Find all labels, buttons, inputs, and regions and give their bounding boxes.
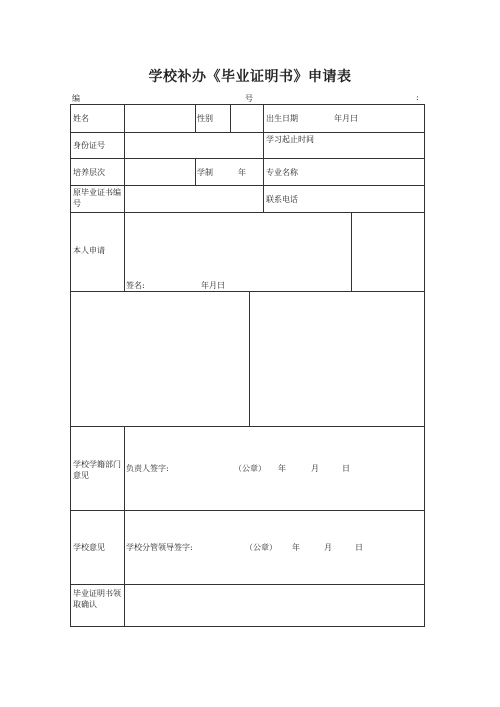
column-divider bbox=[124, 426, 125, 626]
receipt-confirmation-label: 毕业证明书领取确认 bbox=[73, 589, 121, 609]
column-divider bbox=[263, 105, 264, 212]
phone-label: 联系电话 bbox=[266, 195, 298, 204]
name-label: 姓名 bbox=[73, 114, 89, 123]
original-cert-no-label: 原毕业证书编号 bbox=[73, 188, 121, 208]
applicant-label: 本人申请 bbox=[73, 246, 105, 255]
school-system-unit: 年 bbox=[238, 168, 246, 177]
column-divider bbox=[124, 105, 125, 212]
training-level-label: 培养层次 bbox=[73, 168, 105, 177]
school-day: 日 bbox=[355, 543, 363, 552]
form-title: 学校补办《毕业证明书》申请表 bbox=[148, 69, 352, 85]
number-label-right: 号 bbox=[245, 94, 253, 103]
study-period-label: 学习起止时间 bbox=[266, 135, 314, 144]
column-divider bbox=[351, 212, 352, 291]
school-seal: （公章） bbox=[245, 543, 277, 552]
registry-office-label: 学校学籍部门意见 bbox=[73, 460, 121, 480]
school-system-label: 学制 bbox=[197, 168, 213, 177]
school-year: 年 bbox=[292, 543, 300, 552]
signature-date: 年月曰 bbox=[201, 281, 225, 290]
registry-signer-label: 负责人签字: bbox=[126, 464, 169, 473]
school-signer-label: 学校分管领导签字: bbox=[126, 543, 193, 552]
application-form-table bbox=[70, 104, 425, 627]
major-label: 专业名称 bbox=[266, 168, 298, 177]
school-month: 月 bbox=[324, 543, 332, 552]
number-label-left: 编 bbox=[72, 94, 80, 103]
row-divider bbox=[71, 291, 424, 292]
registry-year: 年 bbox=[278, 464, 286, 473]
school-opinion-label: 学校意见 bbox=[73, 543, 105, 552]
gender-label: 性别 bbox=[197, 114, 213, 123]
column-divider bbox=[249, 291, 250, 426]
signature-label: 签名: bbox=[126, 281, 145, 290]
registry-seal: （公章） bbox=[234, 464, 266, 473]
birth-date-label: 出生日期 bbox=[266, 114, 298, 123]
registry-day: 日 bbox=[342, 464, 350, 473]
column-divider bbox=[195, 158, 196, 185]
column-divider bbox=[124, 212, 125, 291]
column-divider bbox=[230, 105, 231, 132]
number-colon: : bbox=[416, 93, 419, 102]
column-divider bbox=[195, 105, 196, 132]
registry-month: 月 bbox=[311, 464, 319, 473]
id-number-label: 身份证号 bbox=[73, 141, 105, 150]
birth-date-placeholder: 年月曰 bbox=[334, 114, 358, 123]
